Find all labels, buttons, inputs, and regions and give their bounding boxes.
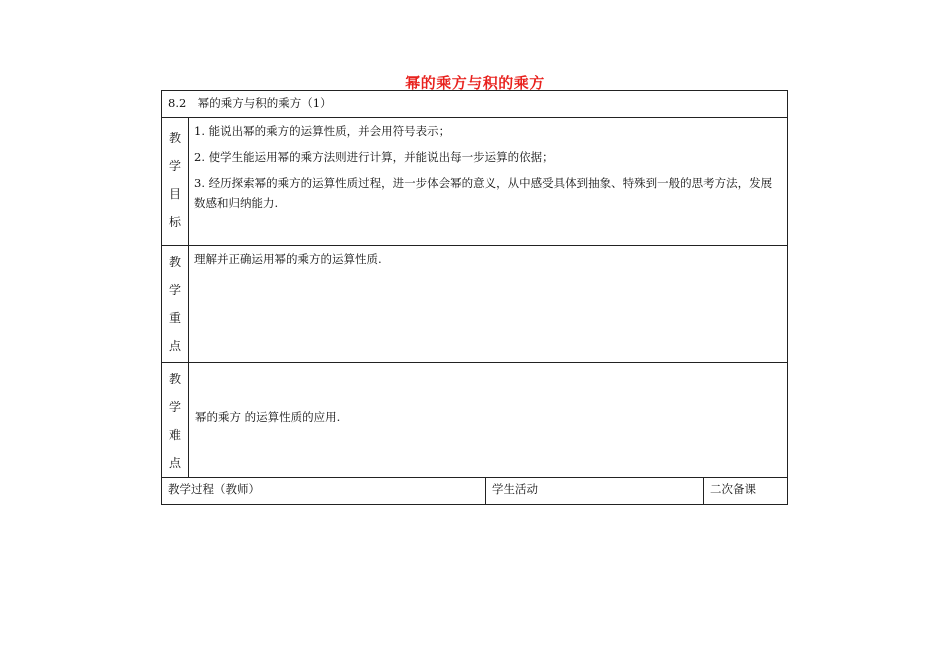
objectives-row [162,118,787,246]
process-header-row [162,478,787,504]
objectives-label-char: 学 [168,159,181,173]
objectives-label-char: 标 [168,215,181,229]
objectives-label-char: 教 [168,131,181,145]
objective-item: 数感和归纳能力. [194,196,279,210]
objective-item: 3. 经历探索幂的乘方的运算性质过程，进一步体会幂的意义，从中感受具体到抽象、特殊到一般的思考方法，发展 [194,176,773,190]
key-points-content [189,246,787,362]
key-points-label-char: 重 [168,311,181,325]
objectives-content [189,118,787,245]
student-activity-header: 学生活动 [486,478,704,504]
difficulties-label-char: 难 [168,428,181,442]
objective-item: 2. 使学生能运用幂的乘方法则进行计算，并能说出每一步运算的依据； [194,150,554,164]
document-title: 幂的乘方与积的乘方 [405,74,545,92]
objectives-label [162,118,189,245]
difficulties-label-char: 学 [168,400,181,414]
key-points-label-char: 教 [168,255,181,269]
difficulties-content [189,363,787,477]
difficulties-text: 幂的乘方 的运算性质的应用. [195,410,341,424]
teacher-process-header: 教学过程（教师） [162,478,486,504]
objective-item: 1. 能说出幂的乘方的运算性质，并会用符号表示； [194,124,451,138]
lesson-header-row [162,91,787,118]
difficulties-row [162,363,787,478]
key-points-text: 理解并正确运用幂的乘方的运算性质. [194,252,382,266]
difficulties-label-char: 教 [168,372,181,386]
key-points-label [162,246,189,362]
key-points-row [162,246,787,363]
second-prep-header: 二次备课 [710,482,756,496]
lesson-plan-table [161,90,788,505]
lesson-header: 8.2 幂的乘方与积的乘方（1） [168,96,332,110]
key-points-label-char: 学 [168,283,181,297]
difficulties-label-char: 点 [168,456,181,470]
key-points-label-char: 点 [168,339,181,353]
objectives-label-char: 目 [168,187,181,201]
difficulties-label [162,363,189,477]
